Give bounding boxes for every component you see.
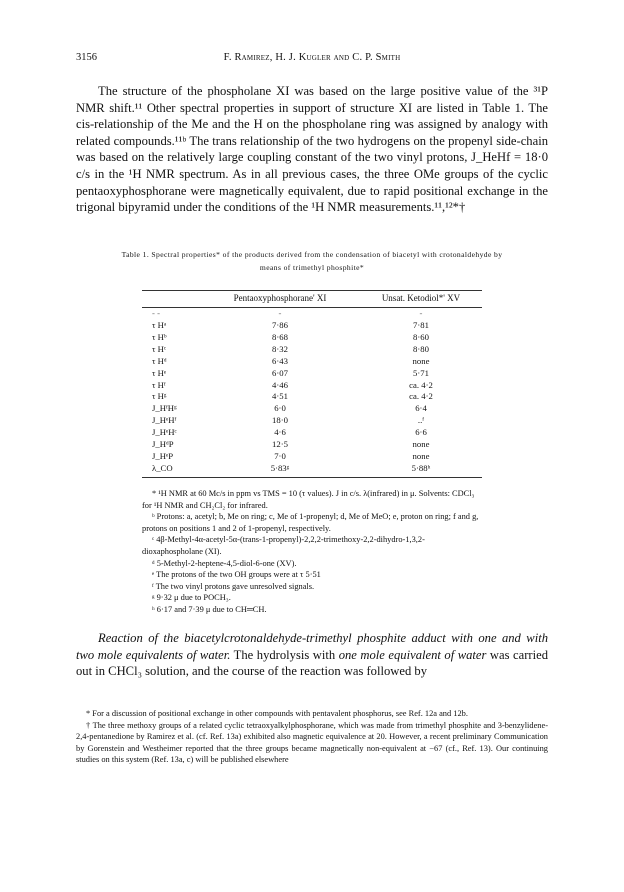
body-paragraph [76,83,548,216]
value-xv: ca. 4·2 [409,379,433,390]
row-label: J_HᵈP [152,439,174,450]
row-label: τ Hᵉ [152,367,167,378]
value-xi: 4·51 [272,391,288,402]
table-header-xi: Pentaoxyphosphorane' XI [216,291,344,308]
value-xi: 8·68 [272,331,288,342]
table-note: * ¹H NMR at 60 Mc/s in ppm vs TMS = 10 (τ values). J in c/s. λ(infrared) in μ. Solvents: CDCl₃ for ¹H NMR and CH₂Cl₂ for infrared. [142,489,475,510]
value-xv: 6·6 [415,427,427,438]
value-xv: 5·88ʰ [344,463,482,477]
table-row [142,391,482,403]
table-row [142,415,482,427]
table-row [142,451,482,463]
spectral-properties-table [142,290,482,478]
value-xv: none [412,439,430,450]
page-footnotes [76,708,548,766]
value-xv: 7·81 [413,320,429,330]
row-label: τ Hᶠ [152,379,166,390]
row-label: J_HᵉHᶠ [152,415,177,426]
table-header-xv: Unsat. Ketodiol*' XV [344,291,482,308]
section-heading: Reaction of the biacetylcrotonaldehyde-trimethyl phosphite adduct with one and with two mole equivalents of water. [76,631,548,662]
value-xi: 6·0 [274,403,286,414]
table-note: ʰ 6·17 and 7·39 μ due to CH═CH. [152,604,267,614]
value-xi: 7·86 [272,320,288,330]
page-number: 3156 [76,52,97,63]
row-label: τ Hᵃ [152,320,167,330]
value-xv: 5·71 [413,367,429,378]
section-paragraph-text [76,630,548,680]
value-xv: ..ᶠ [417,415,425,426]
row-label: τ Hᶜ [152,343,167,354]
table-note: ᶠ The two vinyl protons gave unresolved signals. [152,581,315,591]
table-row [142,439,482,451]
value-xi: 4·6 [274,427,286,438]
table-row [142,380,482,392]
footnote: * For a discussion of positional exchange in other compounds with pentavalent phosphorus, see Ref. 12a and 12b. [86,709,468,718]
table-notes [142,488,482,616]
section-emphasis: one mole equivalent of water [338,647,487,662]
row-label: λ_CO [142,463,216,477]
row-label: τ Hᵍ [152,391,167,402]
running-head [76,52,548,68]
table-row [142,356,482,368]
section-paragraph [76,630,548,680]
value-xi: 6·07 [272,367,288,378]
table-note: ᵉ The protons of the two OH groups were at τ 5·51 [152,570,321,580]
table-note: ᶜ 4β-Methyl-4α-acetyl-5α-(trans-1-propenyl)-2,2,2-trimethoxy-2,2-dihydro-1,3,2-dioxaphospholane (XI). [142,535,425,556]
value-xi: 8·32 [272,343,288,354]
value-xi: 18·0 [272,415,288,426]
value-xv: ca. 4·2 [409,391,433,402]
value-xi: 7·0 [274,450,286,461]
value-xv: none [412,450,430,461]
table-note: ᵍ 9·32 μ due to POCH₃. [152,593,231,603]
dash-cell: - [278,308,282,319]
row-label: J_HᵉP [152,450,174,461]
row-label: J_HᶠHᵍ [152,403,177,414]
value-xi: 4·46 [272,379,288,390]
body-paragraph-text: The structure of the phospholane XI was based on the large positive value of the ³¹P NMR shift.¹¹ Other spectral properties in support of structure XI are listed in Table 1. The cis-relationship of the Me and the H on the phospholane ring was assigned by analogy with related compounds.¹¹ᵇ The trans relationship of the two hydrogens on the propenyl side-chain was based on the relatively large coupling constant of the two vinyl protons, J_HeHf = 18·0 c/s in the ¹H NMR spectrum. As in all previous cases, the three OMe groups of the cyclic pentaoxyphosphorane were magnetically equivalent, due to rapid positional exchange in the trigonal bipyramid under the conditions of the ¹H NMR measurements.¹¹,¹²*† [76,84,548,215]
value-xi: 6·43 [272,355,288,366]
table-row [142,427,482,439]
footnote: † The three methoxy groups of a related cyclic tetraoxyalkylphosphorane, which was made from trimethyl phosphite and 3-benzylidene-2,4-pentanedione by Ramirez et al. (cf. Ref. 13a) exhibited also magnetic equivalence at 20. However, a recent preliminary Communication by Gorenstein and Westheimer reported that the three groups became magnetically non-equivalent at −67 (cf., Ref. 13). Our continuing studies on this system (Ref. 13a, c) will be published elsewhere [76,720,548,765]
row-label: τ Hᵇ [152,331,167,342]
table-row [142,463,482,477]
table-row [142,320,482,332]
section-text: was carried out in CHCl₃ solution, and the course of the reaction was followed by [76,647,548,679]
running-title: F. Ramirez, H. J. Kugler and C. P. Smith [223,52,401,63]
table-header-label [142,291,216,308]
value-xv: 8·80 [413,343,429,354]
table-note: ᵈ 5-Methyl-2-heptene-4,5-diol-6-one (XV). [152,558,297,568]
value-xi: 5·83ᵍ [216,463,344,477]
dash-cell: - - [152,308,160,319]
row-label: τ Hᵈ [152,355,167,366]
dash-cell: - [419,308,423,319]
table-row [142,344,482,356]
section-text: The hydrolysis with [230,647,339,662]
value-xv: 8·60 [413,331,429,342]
value-xi: 12·5 [272,439,288,450]
table-row-dash [142,308,482,321]
value-xv: 6·4 [415,403,427,414]
table-row [142,332,482,344]
table-note: ᵇ Protons: a, acetyl; b, Me on ring; c, Me of 1-propenyl; d, Me of MeO; e, proton on ring; f and g, protons on positions 1 and 2 of 1-propenyl, respectively. [142,512,479,533]
row-label: J_HᵉHᶜ [152,427,177,438]
table-row [142,403,482,415]
table-caption: Table 1. Spectral properties* of the products derived from the condensation of biacetyl with crotonaldehyde by means of trimethyl phosphite* [121,250,503,272]
table-row [142,368,482,380]
table-header-row [142,291,482,308]
value-xv: none [412,355,430,366]
